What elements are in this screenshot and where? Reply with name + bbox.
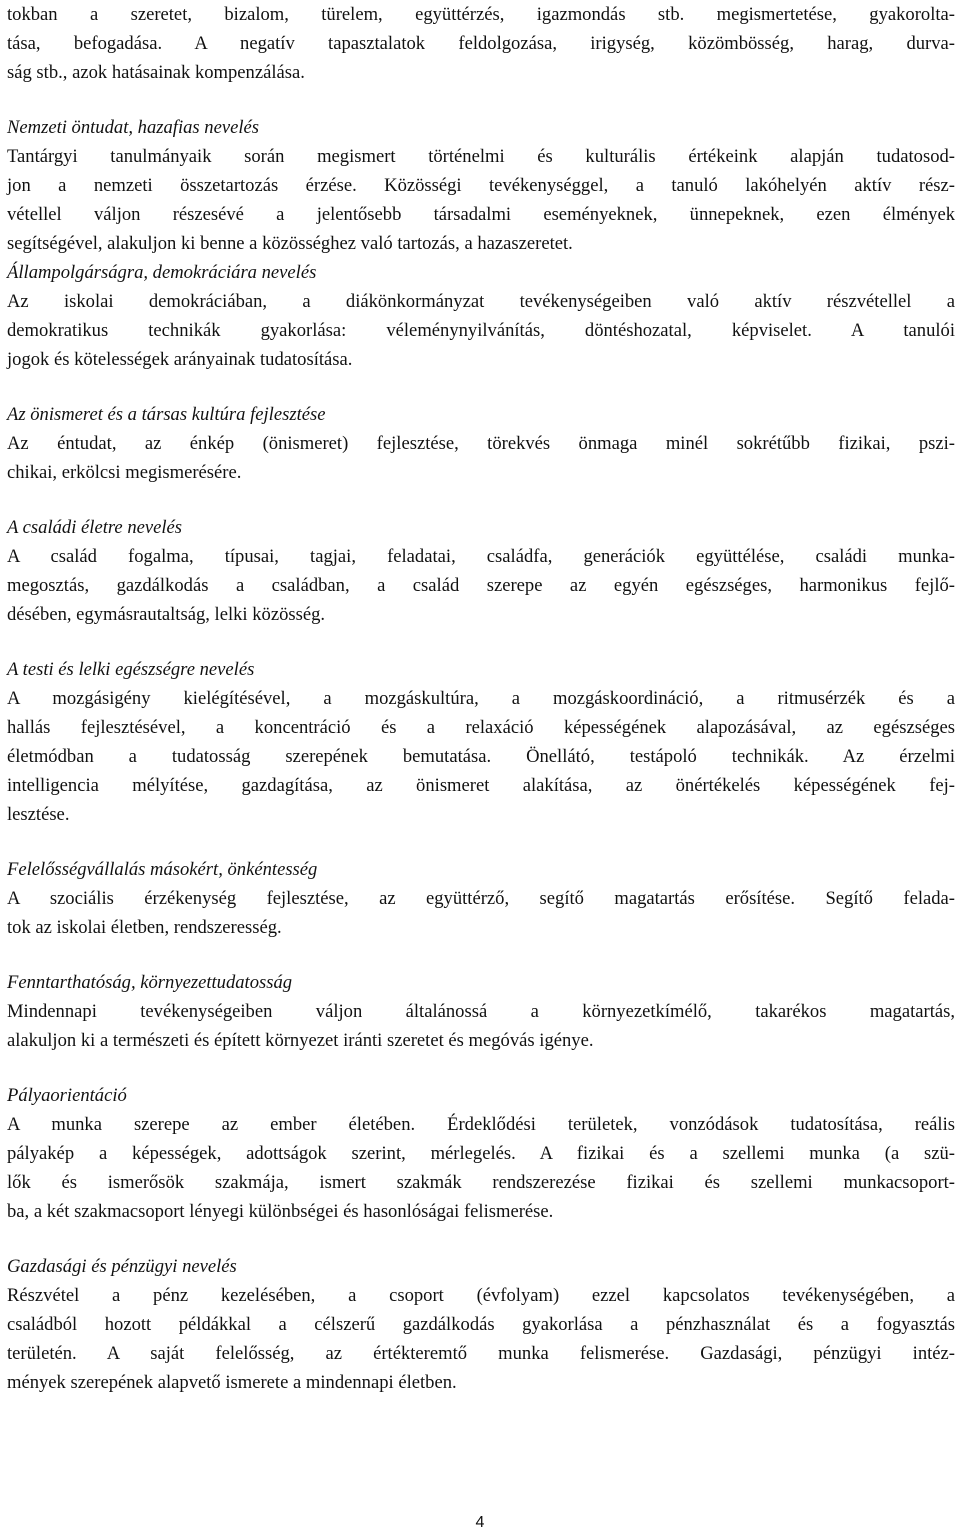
section-line: lők és ismerősök szakmája, ismert szakmák rendszerezése fizikai és szellemi munkacsoport- <box>7 1172 955 1193</box>
section-line: A mozgásigény kielégítésével, a mozgáskultúra, a mozgáskoordináció, a ritmusérzék és a <box>7 688 955 709</box>
section-heading: A családi életre nevelés <box>7 517 183 538</box>
intro-paragraph <box>7 0 955 87</box>
section-heading: Gazdasági és pénzügyi nevelés <box>7 1256 237 1277</box>
section-line: megosztás, gazdálkodás a családban, a család szerepe az egyén egészséges, harmonikus fejlő- <box>7 575 955 596</box>
section-responsibility <box>7 855 955 942</box>
section-self-knowledge <box>7 400 955 487</box>
section-line: segítségével, alakuljon ki benne a közösséghez való tartozás, a hazaszeretet. <box>7 233 573 254</box>
section-line: Az iskolai demokráciában, a diákönkormányzat tevékenységeiben való aktív részvétellel a <box>7 291 955 312</box>
section-line: A család fogalma, típusai, tagjai, feladatai, családfa, generációk együttélése, családi munka- <box>7 546 955 567</box>
section-national-identity <box>7 113 955 258</box>
section-heading: Pályaorientáció <box>7 1085 127 1106</box>
section-line: életmódban a tudatosság szerepének bemutatása. Önellátó, testápoló technikák. Az érzelmi <box>7 746 955 767</box>
section-line: lesztése. <box>7 804 70 825</box>
section-line: pályakép a képességek, adottságok szerint, mérlegelés. A fizikai és a szellemi munka (a szü- <box>7 1143 955 1164</box>
section-line: hallás fejlesztésével, a koncentráció és a relaxáció képességének alapozásával, az egészséges <box>7 717 955 738</box>
intro-line: ság stb., azok hatásainak kompenzálása. <box>7 62 305 83</box>
document-page <box>7 0 955 1397</box>
page-number: 4 <box>475 1514 485 1531</box>
intro-line: tása, befogadása. A negatív tapasztalatok feldolgozása, irigység, közömbösség, harag, durva- <box>7 33 955 54</box>
section-line: alakuljon ki a természeti és épített környezet iránti szeretet és megóvás igénye. <box>7 1030 594 1051</box>
section-line: területén. A saját felelősség, az értékteremtő munka felismerése. Gazdasági, pénzügyi intéz- <box>7 1343 955 1364</box>
section-line: jogok és kötelességek arányainak tudatosítása. <box>7 349 353 370</box>
section-career <box>7 1081 955 1226</box>
section-heading: Felelősségvállalás másokért, önkéntesség <box>7 859 318 880</box>
section-heading: A testi és lelki egészségre nevelés <box>7 659 255 680</box>
section-heading: Fenntarthatóság, környezettudatosság <box>7 972 293 993</box>
section-line: intelligencia mélyítése, gazdagítása, az önismeret alakítása, az önértékelés képességének fej- <box>7 775 955 796</box>
section-line: vétellel váljon részesévé a jelentősebb társadalmi eseményeknek, ünnepeknek, ezen élmények <box>7 204 955 225</box>
section-sustainability <box>7 968 955 1055</box>
section-heading: Állampolgárságra, demokráciára nevelés <box>7 262 317 283</box>
section-line: jon a nemzeti összetartozás érzése. Közösségi tevékenységgel, a tanuló lakóhelyén aktív rész- <box>7 175 955 196</box>
section-heading: Nemzeti öntudat, hazafias nevelés <box>7 117 260 138</box>
section-line: mények szerepének alapvető ismerete a mindennapi életben. <box>7 1372 457 1393</box>
section-line: családból hozott példákkal a célszerű gazdálkodás gyakorlása a pénzhasználat és a fogyasztás <box>7 1314 955 1335</box>
section-health <box>7 655 955 829</box>
section-family-life <box>7 513 955 629</box>
section-line: A munka szerepe az ember életében. Érdeklődési területek, vonzódások tudatosítása, reális <box>7 1114 955 1135</box>
section-line: Tantárgyi tanulmányaik során megismert történelmi és kulturális értékeink alapján tudatosod- <box>7 146 955 167</box>
section-line: demokratikus technikák gyakorlása: véleménynyilvánítás, döntéshozatal, képviselet. A tanulói <box>7 320 955 341</box>
section-line: Mindennapi tevékenységeiben váljon általánossá a környezetkímélő, takarékos magatartás, <box>7 1001 955 1022</box>
intro-line: tokban a szeretet, bizalom, türelem, együttérzés, igazmondás stb. megismertetése, gyakorolta- <box>7 4 955 25</box>
section-line: A szociális érzékenység fejlesztése, az együttérző, segítő magatartás erősítése. Segítő felada- <box>7 888 955 909</box>
section-line: Részvétel a pénz kezelésében, a csoport (évfolyam) ezzel kapcsolatos tevékenységében, a <box>7 1285 955 1306</box>
section-line: ba, a két szakmacsoport lényegi különbségei és hasonlóságai felismerése. <box>7 1201 554 1222</box>
section-line: chikai, erkölcsi megismerésére. <box>7 462 242 483</box>
section-finance <box>7 1252 955 1397</box>
section-citizenship <box>7 258 955 374</box>
section-line: désében, egymásrautaltság, lelki közösség. <box>7 604 326 625</box>
section-line: tok az iskolai életben, rendszeresség. <box>7 917 282 938</box>
section-heading: Az önismeret és a társas kultúra fejlesztése <box>7 404 326 425</box>
section-line: Az éntudat, az énkép (önismeret) fejlesztése, törekvés önmaga minél sokrétűbb fizikai, pszi- <box>7 433 955 454</box>
